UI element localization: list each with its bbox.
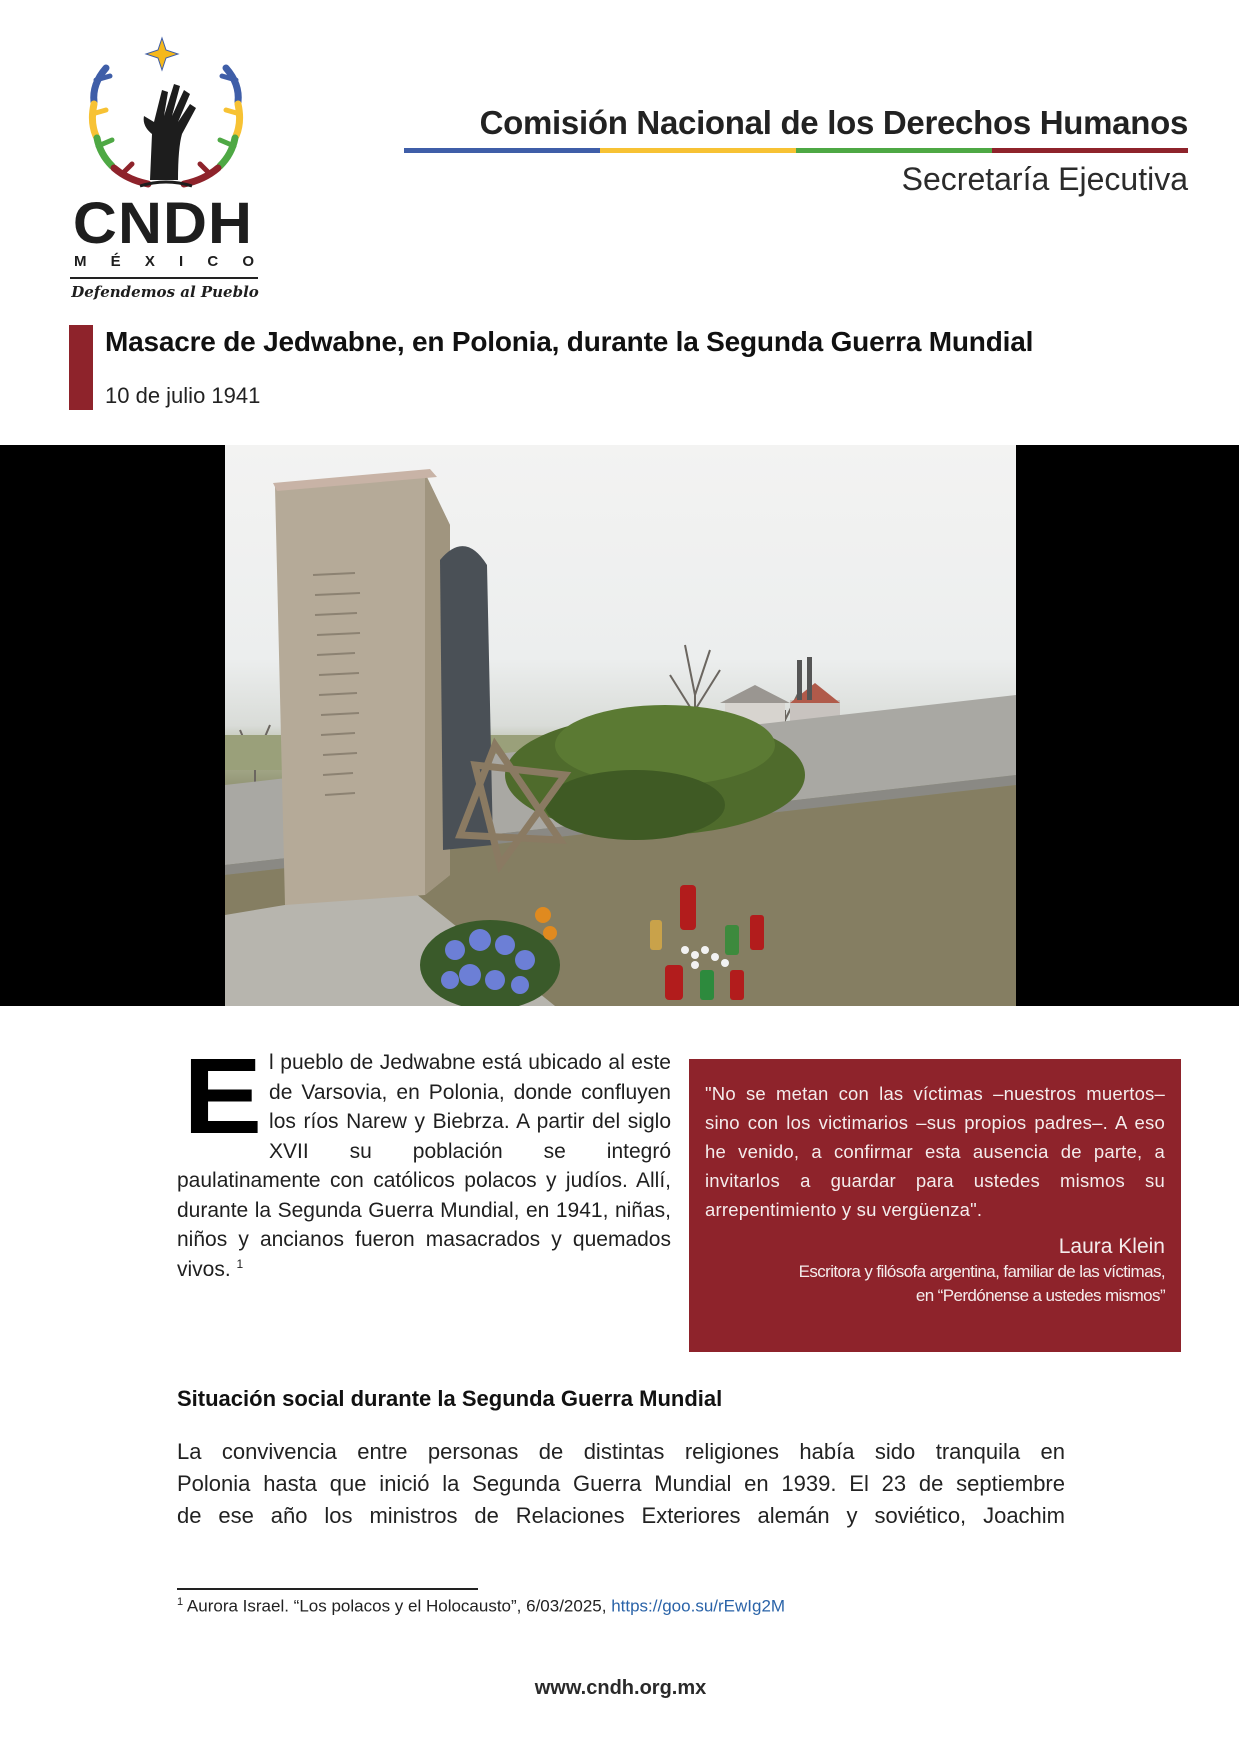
footnote-reference[interactable]: 1 <box>236 1256 244 1271</box>
quote-source: en “Perdónense a ustedes mismos” <box>915 1286 1165 1305</box>
intro-text: l pueblo de Jedwabne está ubicado al este de Varsovia, en Polonia, donde confluyen los ríos Narew y Biebrza. A partir del siglo XVII su población se integró paulatinamente con católicos polacos y judíos. Allí, durante la Segunda Guerra Mundial, en 1941, niñas, niños y ancianos fueron masacrados y quemados vivos. <box>177 1051 671 1281</box>
photo-band <box>0 445 1239 1006</box>
title-accent-bar <box>69 325 93 410</box>
paragraph-line: La convivencia entre personas de distintas religiones había sido tranquila en <box>177 1439 1065 1464</box>
quote-box <box>689 1059 1181 1352</box>
footnote-number: 1 <box>177 1596 184 1608</box>
quote-author-role: Escritora y filósofa argentina, familiar de las víctimas, <box>798 1262 1165 1281</box>
divider-segment-blue <box>404 148 600 153</box>
quote-author: Laura Klein <box>1058 1235 1165 1258</box>
divider-segment-yellow <box>600 148 796 153</box>
sub-unit-name: Secretaría Ejecutiva <box>901 161 1188 197</box>
logo-divider <box>70 277 258 279</box>
section-paragraph <box>177 1436 1065 1532</box>
logo-letter: X <box>144 253 155 270</box>
divider-segment-red <box>992 148 1188 153</box>
logo-letter: I <box>179 253 184 270</box>
logo-wordmark: CNDH <box>72 191 254 256</box>
logo-country <box>74 254 254 269</box>
intro-paragraph <box>177 1035 671 1284</box>
website-footer: www.cndh.org.mx <box>534 1677 707 1699</box>
organization-name: Comisión Nacional de los Derechos Humanos <box>479 104 1188 141</box>
jedwabne-memorial-image <box>225 445 1016 1006</box>
paragraph-line: de ese año los ministros de Relaciones Exteriores alemán y soviético, Joachim <box>177 1503 1065 1528</box>
section-heading: Situación social durante la Segunda Guerra Mundial <box>177 1386 723 1411</box>
divider-segment-green <box>796 148 992 153</box>
footnote <box>177 1596 785 1617</box>
logo-letter: O <box>242 253 254 270</box>
logo-letter: É <box>110 253 121 270</box>
colored-divider <box>404 148 1188 153</box>
memorial-photo <box>225 445 1016 1006</box>
raised-hand-laurel-icon <box>66 30 266 200</box>
cndh-logo <box>66 30 266 301</box>
page-title: Masacre de Jedwabne, en Polonia, durante la Segunda Guerra Mundial <box>105 326 1034 357</box>
logo-letter: M <box>74 253 87 270</box>
logo-letter: C <box>207 253 219 270</box>
footnote-divider <box>177 1588 478 1590</box>
paragraph-line: Polonia hasta que inició la Segunda Guerra Mundial en 1939. El 23 de septiembre <box>177 1471 1065 1496</box>
drop-cap: E <box>183 1035 263 1156</box>
quote-text: "No se metan con las víctimas –nuestros muertos– sino con los victimarios –sus propios padres–. A eso he venido, a confirmar esta ausencia de parte, a invitarlos a guardar para ustedes mismos su arrepentimiento y su vergüenza". <box>705 1083 1165 1220</box>
footnote-text: Aurora Israel. “Los polacos y el Holocausto”, 6/03/2025, <box>183 1596 612 1616</box>
event-date: 10 de julio 1941 <box>105 383 261 408</box>
footnote-link[interactable]: https://goo.su/rEwIg2M <box>611 1596 786 1616</box>
logo-tagline: Defendemos al Pueblo <box>71 283 259 301</box>
